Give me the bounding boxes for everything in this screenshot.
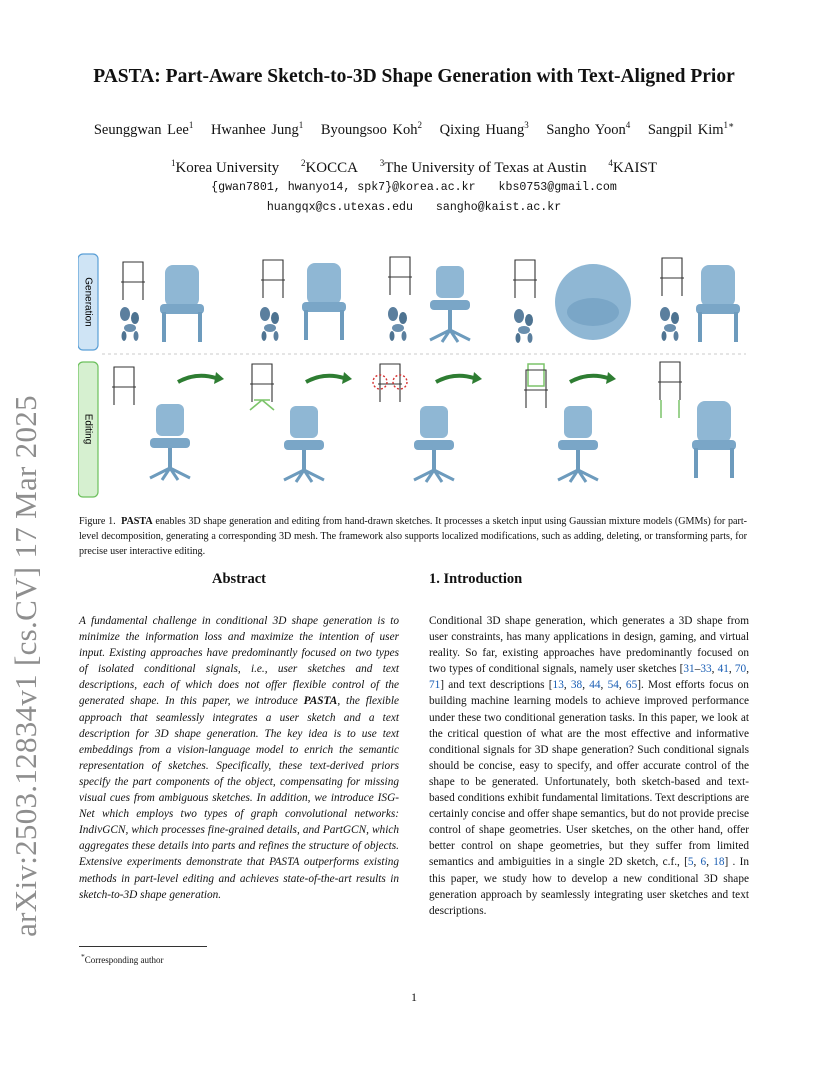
generation-example-5 [660,258,740,342]
generation-example-3 [388,257,470,342]
editing-example-5 [658,362,736,478]
email[interactable]: sangho@kaist.ac.kr [435,201,562,214]
affiliation: $^4$KAIST [608,158,658,176]
editing-example-1 [112,367,224,480]
citation-link[interactable]: 54 [607,679,619,692]
affiliation: $^3$The University of Texas at Austin [379,158,587,176]
abstract-text: A fundamental challenge in conditional 3D shape generation is to minimize the information loss and maximize the intention of user input. Existing approaches have predominantly focused on two types of isolated conditional signals, i.e., user sketches and text descriptions, each of which does not offer flexible control of the generated shape. In this paper, we introduce PASTA, the flexible approach that seamlessly integrates a user sketch and a text description for 3D shape generation. The key idea is to use text embeddings from a vision-language model to enrich the semantic representation of sketches. Specifically, these text-derived priors specify the part components of the object, compensating for missing visual cues from ambiguous sketches. In addition, we introduce ISG-Net which employs two types of graph convolutional networks: IndivGCN, which processes fine-grained details, and PartGCN, which aggregates these details into parts and refines the structure of objects. Extensive experiments demonstrate that PASTA outperforms existing methods in part-level editing and achieves state-of-the-art results in sketch-to-3D shape generation. [79,615,399,901]
introduction-text: Conditional 3D shape generation, which generates a 3D shape from user constraints, has many applications in design, gaming, and virtual reality. So far, existing approaches have predominantly focused on two types of conditional signals, namely user sketches [31–33, 41, 70, 71] and text descriptions [13, 38, 44, 54, 65]. Most efforts focus on building machine learning models to achieve improved performance under these two conditional generation tasks. In this paper, we look at the critical question of what are the most effective and informative conditional signals for 3D shape generation? Such conditional signals should be concise, easy to specify, and offer accurate control of the shape to be generated. Unfortunately, both sketch-based and text-based conditions exhibit fundamental limitations. Text descriptions are certainly concise and offer shape semantics, but do not provide precise control of shape geometries. User sketches, on the other hand, offer better control on shape geometries, but they suffer from limited semantics and ambiguities in a single 2D sketch, c.f., [5, 6, 18] . In this paper, we study how to develop a new conditional 3D shape generation approach by seamlessly integrating user sketches and text descriptions. [429,615,750,917]
generation-example-4 [513,260,631,343]
citation-link[interactable]: 31 [683,663,695,676]
citation-link[interactable]: 18 [713,856,725,869]
author-list [0,120,828,139]
email[interactable]: huangqx@cs.utexas.edu [266,201,413,214]
generation-example-2 [260,260,346,341]
citation-link[interactable]: 33 [700,663,712,676]
editing-example-3 [373,364,482,482]
affiliation: $^2$KOCCA [300,158,358,176]
footnote-rule [79,946,207,947]
author: Qixing Huang$^3$ [439,120,529,138]
email-line [0,181,828,194]
citation-link[interactable]: 6 [700,856,707,869]
teaser-figure [78,252,746,502]
generation-label: Generation [82,277,94,327]
editing-example-4 [524,364,616,482]
generation-example-1 [120,262,204,342]
author: Sangpil Kim$^{1∗}$ [647,120,735,138]
footnote: *Corresponding author [81,952,164,965]
author: Byoungsoo Koh$^2$ [320,120,423,138]
introduction-heading: 1. Introduction [429,571,523,587]
citation-link[interactable]: 13 [552,679,564,692]
author: Hwanhee Jung$^1$ [210,120,304,138]
citation-link[interactable]: 71 [429,679,441,692]
citation-link[interactable]: 44 [589,679,601,692]
citation-link[interactable]: 70 [734,663,747,676]
email[interactable]: {gwan7801, hwanyo14, spk7}@korea.ac.kr [211,181,476,194]
affiliation-list [0,158,828,177]
citation-link[interactable]: 5 [687,856,694,869]
editing-label: Editing [82,413,94,445]
citation-link[interactable]: 41 [717,663,729,676]
affiliation: $^1$Korea University [170,158,280,176]
email[interactable]: kbs0753@gmail.com [498,181,617,194]
author: Seunggwan Lee$^1$ [93,120,194,138]
editing-example-2 [250,364,352,482]
author: Sangho Yoon$^4$ [546,120,631,138]
page-number: 1 [411,990,417,1004]
paper-title: PASTA: Part-Aware Sketch-to-3D Shape Generation with Text-Aligned Prior [93,66,735,87]
abstract-heading: Abstract [212,571,266,587]
citation-link[interactable]: 65 [625,679,638,692]
figure-caption: Figure 1. PASTA enables 3D shape generation and editing from hand-drawn sketches. It processes a sketch input using Gaussian mixture models (GMMs) for part-level decomposition, generating a corresponding 3D mesh. The framework also supports localized modifications, such as adding, deleting, or transforming parts, for precise user interactive editing. [79,516,747,557]
email-line [0,201,828,214]
citation-link[interactable]: 38 [570,679,583,692]
